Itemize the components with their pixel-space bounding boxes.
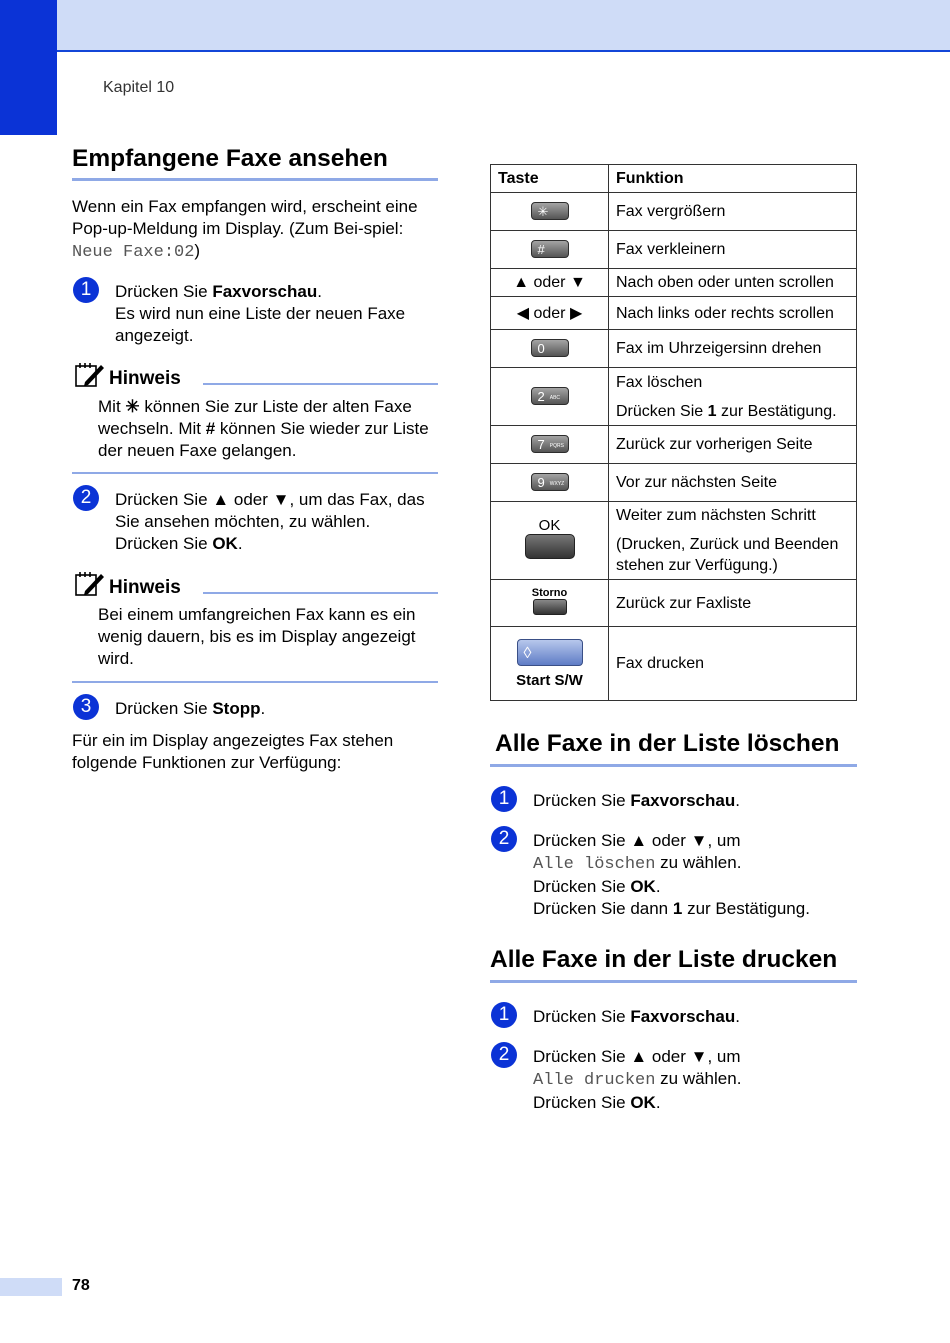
note-text-part: Mit: [98, 397, 126, 416]
function-cell: Fax drucken: [609, 627, 857, 701]
seven-key-icon: [531, 435, 569, 453]
section-title-delete-all: Alle Faxe in der Liste löschen: [495, 730, 840, 757]
table-row: [491, 426, 857, 464]
function-cell: Fax vergrößern: [609, 193, 857, 231]
note-1-text: [98, 396, 440, 462]
table-row: [491, 502, 857, 580]
step-text-part: .: [735, 791, 740, 810]
step-text-part: oder: [229, 490, 273, 509]
intro-text: Wenn ein Fax empfangen wird, erscheint eine Pop-up-Meldung im Display. (Zum Bei-spiel:: [72, 197, 418, 238]
up-arrow-icon: ▲: [513, 273, 530, 291]
step-text-part: , um: [707, 831, 741, 850]
key-cell: [491, 297, 609, 330]
step-number-2: 2: [73, 485, 99, 511]
key-name: OK: [630, 877, 656, 896]
step-text-part: zu wählen.: [655, 853, 742, 872]
key-cell: [491, 464, 609, 502]
step-2-text: [115, 489, 440, 555]
ok-key-icon: [525, 534, 575, 559]
left-arrow-icon: ◀: [516, 305, 530, 322]
key-name: Stopp: [212, 699, 261, 718]
hash-key-symbol: #: [205, 419, 216, 438]
function-cell: [609, 502, 857, 580]
key-cell: [491, 368, 609, 426]
intro-paragraph: [72, 196, 440, 264]
step-text-part: Drücken Sie: [533, 1007, 631, 1026]
header-band: [0, 0, 950, 52]
up-arrow-icon: ▲: [630, 831, 648, 850]
key-name: Faxvorschau: [212, 282, 318, 301]
chapter-tab: [0, 0, 57, 135]
step-text-part: Drücken Sie dann: [533, 899, 673, 918]
step-text-part: , um das Fax, das Sie ansehen möchten, zu wählen.: [115, 490, 425, 531]
key-cell: [491, 269, 609, 297]
zero-key-icon: 0: [531, 339, 569, 357]
page-number: 78: [72, 1277, 90, 1294]
step-text-part: Drücken Sie: [115, 699, 213, 718]
note-rule: [203, 592, 438, 594]
chapter-label: Kapitel 10: [103, 79, 175, 96]
title-rule: [490, 980, 857, 983]
table-header-key: Taste: [491, 165, 609, 193]
section-title-print-all: Alle Faxe in der Liste drucken: [490, 946, 838, 973]
delete-step-1-text: [533, 790, 853, 812]
key-text: oder: [529, 305, 570, 322]
down-arrow-icon: ▼: [272, 490, 290, 509]
start-key-label: Start S/W: [516, 671, 583, 689]
function-cell: Zurück zur vorherigen Seite: [609, 426, 857, 464]
step-text-part: .: [655, 1093, 661, 1112]
function-cell: Zurück zur Faxliste: [609, 580, 857, 627]
step-text-part: .: [735, 1007, 740, 1026]
step-text-part: Drücken Sie: [533, 791, 631, 810]
outro-paragraph: Für ein im Display angezeigtes Fax stehen folgende Funktionen zur Verfügung:: [72, 731, 394, 772]
step-text-part: zur Bestätigung.: [682, 899, 810, 918]
function-cell: Fax im Uhrzeigersinn drehen: [609, 330, 857, 368]
down-arrow-icon: ▼: [690, 1047, 708, 1066]
function-text: Weiter zum nächsten Schritt: [616, 507, 816, 524]
table-row: [491, 580, 857, 627]
table-header-function: Funktion: [609, 165, 857, 193]
right-arrow-icon: ▶: [569, 305, 583, 322]
function-cell: Fax verkleinern: [609, 231, 857, 269]
print-step-2-text: [533, 1046, 853, 1114]
function-text-part: Drücken Sie: [616, 402, 708, 420]
table-row: [491, 269, 857, 297]
key-letters: WXYZ: [549, 480, 565, 487]
star-key-symbol: ✳: [125, 397, 140, 416]
step-number-1: 1: [491, 1002, 517, 1028]
step-text-part: .: [655, 877, 661, 896]
step-text-part: Drücken Sie: [533, 1047, 631, 1066]
note-heading-1: Hinweis: [109, 368, 181, 389]
title-rule: [72, 178, 438, 181]
intro-end: ): [194, 241, 201, 260]
lcd-option: Alle drucken: [533, 1071, 656, 1090]
function-cell: Nach links oder rechts scrollen: [609, 297, 857, 330]
key-cell: [491, 193, 609, 231]
lcd-message: Neue Faxe:02: [72, 243, 195, 262]
note-end-rule: [72, 472, 438, 474]
key-name: Faxvorschau: [630, 791, 736, 810]
key-cell: [491, 426, 609, 464]
star-key-icon: ✳: [531, 202, 569, 220]
lcd-option: Alle löschen: [533, 855, 656, 874]
key-digit: 9: [537, 475, 545, 491]
footer-band: [0, 1278, 62, 1296]
key-cell: [491, 231, 609, 269]
step-text-part: Drücken Sie: [533, 1093, 631, 1112]
key-cell: [491, 627, 609, 701]
step-text-part: .: [317, 282, 322, 301]
step-text-part: .: [237, 534, 243, 553]
nine-key-icon: [531, 473, 569, 491]
step-text-part: Drücken Sie: [115, 282, 213, 301]
pencil-notepad-icon: [75, 571, 105, 597]
table-row: [491, 330, 857, 368]
storno-key-icon: [533, 599, 567, 615]
function-cell: Vor zur nächsten Seite: [609, 464, 857, 502]
down-arrow-icon: ▼: [690, 831, 708, 850]
table-row: [491, 464, 857, 502]
function-text: [616, 401, 856, 422]
step-3-text: [115, 698, 440, 720]
hash-key-icon: #: [531, 240, 569, 258]
key-letters: PQRS: [549, 442, 564, 449]
up-arrow-icon: ▲: [630, 1047, 648, 1066]
key-cell: [491, 580, 609, 627]
function-text: (Drucken, Zurück und Beenden stehen zur Verfügung.): [616, 536, 839, 574]
table-row: [491, 231, 857, 269]
step-number-2: 2: [491, 1042, 517, 1068]
key-name: OK: [630, 1093, 656, 1112]
step-text-part: oder: [647, 1047, 691, 1066]
step-text-part: Drücken Sie: [533, 831, 631, 850]
step-text-part: Drücken Sie: [533, 877, 631, 896]
key-digit: 2: [537, 389, 545, 405]
note-2-text: Bei einem umfangreichen Fax kann es ein wenig dauern, bis es im Display angezeigt wird.: [98, 605, 416, 668]
step-number-1: 1: [73, 277, 99, 303]
table-row: [491, 627, 857, 701]
step-text-part: oder: [647, 831, 691, 850]
pencil-notepad-icon: [75, 362, 105, 388]
table-row: [491, 368, 857, 426]
step-1-text: [115, 281, 440, 347]
step-text-part: .: [260, 699, 266, 718]
key-name: 1: [672, 899, 683, 918]
start-key-icon: ◊: [517, 639, 583, 666]
key-cell: [491, 502, 609, 580]
step-text-part: Drücken Sie: [115, 490, 213, 509]
step-number-3: 3: [73, 694, 99, 720]
note-heading-2: Hinweis: [109, 577, 181, 598]
key-name: 1: [707, 402, 717, 420]
note-text-part: können Sie zur Liste der alten Faxe wechseln. Mit: [98, 397, 412, 438]
note-end-rule: [72, 681, 438, 683]
function-text: Fax löschen: [616, 373, 703, 391]
table-header-row: [491, 165, 857, 193]
key-function-table: [490, 164, 857, 701]
section-title-view-faxes: Empfangene Faxe ansehen: [72, 145, 388, 172]
key-name: OK: [212, 534, 238, 553]
step-text-part: zu wählen.: [655, 1069, 742, 1088]
up-arrow-icon: ▲: [212, 490, 230, 509]
storno-key-label: Storno: [531, 586, 568, 599]
function-cell: Nach oben oder unten scrollen: [609, 269, 857, 297]
step-text-part: Drücken Sie: [115, 534, 213, 553]
key-letters: ABC: [549, 394, 561, 401]
step-number-1: 1: [491, 786, 517, 812]
step-number-2: 2: [491, 826, 517, 852]
print-step-1-text: [533, 1006, 853, 1028]
title-rule: [490, 764, 857, 767]
step-text-part: , um: [707, 1047, 741, 1066]
note-text-part: können Sie wieder zur Liste der neuen Faxe gelangen.: [98, 419, 429, 460]
key-cell: [491, 330, 609, 368]
two-key-icon: [531, 387, 569, 405]
table-row: [491, 193, 857, 231]
down-arrow-icon: ▼: [569, 273, 586, 291]
key-text: oder: [529, 273, 570, 291]
function-text-part: zur Bestätigung.: [716, 402, 837, 420]
key-digit: 7: [537, 437, 545, 453]
function-cell: [609, 368, 857, 426]
key-name: Faxvorschau: [630, 1007, 736, 1026]
ok-key-label: OK: [538, 517, 561, 534]
step-text-part: Es wird nun eine Liste der neuen Faxe angezeigt.: [115, 304, 406, 345]
table-row: [491, 297, 857, 330]
delete-step-2-text: [533, 830, 853, 920]
note-rule: [203, 383, 438, 385]
